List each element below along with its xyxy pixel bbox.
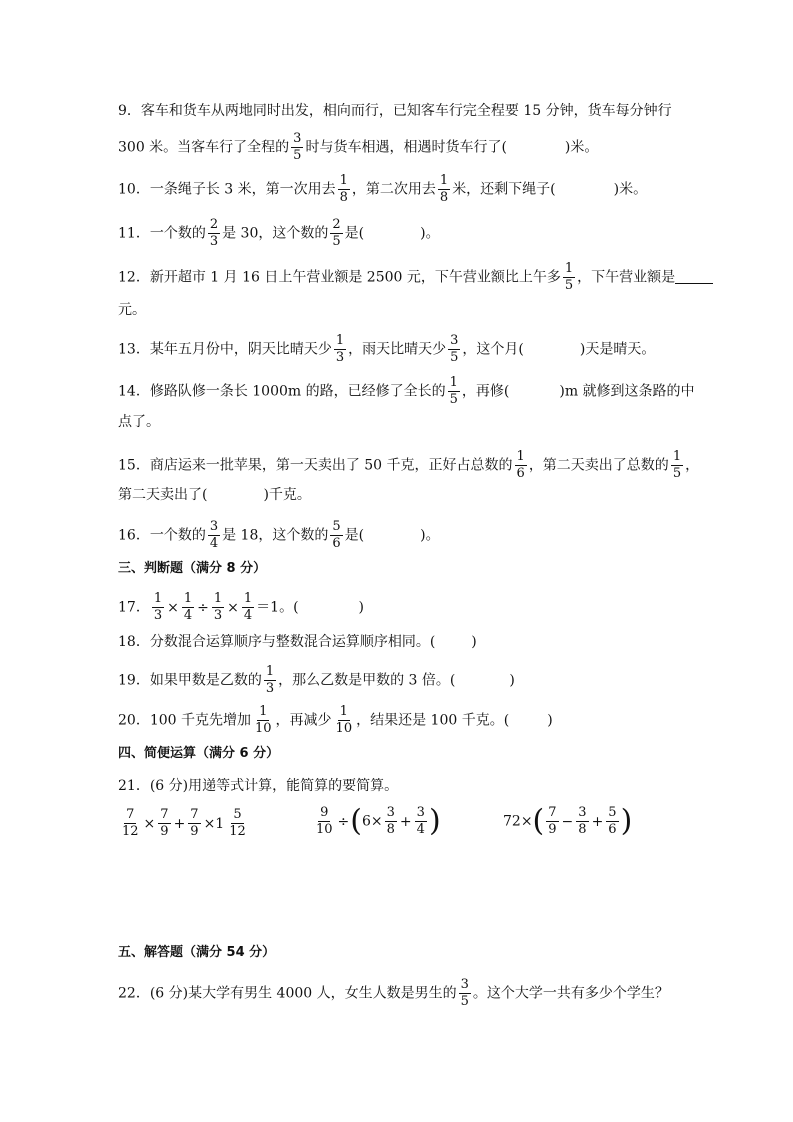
q20: 20．100 千克先增加 $\frac{1}{10}$ ，再减少 $\frac{1}{10}$ ，结果还是 100 千克。( ) xyxy=(118,704,553,736)
fraction: $\frac{5}{6}$ xyxy=(332,519,341,551)
q21-expression-1: $\frac{7}{12}$ × $\frac{7}{9}$ + $\frac{7}{9}$ ×1 $\frac{5}{12}$ xyxy=(122,807,246,839)
fraction: $\frac{1}{3}$ xyxy=(265,664,275,696)
q15-line2: 第二天卖出了( )千克。 xyxy=(118,487,311,503)
fraction: $\frac{3}{4}$ xyxy=(209,519,219,551)
q12-line2: 元。 xyxy=(118,302,146,318)
q18: 18．分数混合运算顺序与整数混合运算顺序相同。( ) xyxy=(118,634,477,650)
fraction: $\frac{3}{5}$ xyxy=(450,333,459,365)
q21-expression-2: $\frac{9}{10}$ ÷(6× $\frac{3}{8}$ + $\frac{3}{4}$ ) xyxy=(316,803,441,839)
q17: 17． $\frac{1}{3}$ × $\frac{1}{4}$ ÷ $\frac{1}{3}$ × $\frac{1}{4}$ ＝1。( ) xyxy=(118,591,364,623)
answer-blank[interactable] xyxy=(675,269,713,284)
q22: 22．(6 分)某大学有男生 4000 人，女生人数是男生的 $\frac{3}{5}$ 。这个大学一共有多少个学生？ xyxy=(118,977,669,1009)
fraction: $\frac{3}{5}$ xyxy=(293,131,302,163)
fraction: $\frac{3}{5}$ xyxy=(460,977,469,1009)
fraction: $\frac{1}{5}$ xyxy=(672,449,682,481)
q12-line1: 12．新开超市 1 月 16 日上午营业额是 2500 元，下午营业额比上午多 $\frac{1}{5}$ ，下午营业额是 xyxy=(118,262,713,293)
fraction: $\frac{1}{4}$ xyxy=(243,591,253,623)
q21-expression-3: 72×( $\frac{7}{9}$ − $\frac{3}{8}$ + $\frac{5}{6}$ ) xyxy=(503,803,633,839)
fraction: $\frac{1}{4}$ xyxy=(183,591,193,623)
fraction: $\frac{1}{6}$ xyxy=(516,449,525,481)
section-heading-3: 三、判断题（满分 8 分） xyxy=(118,561,267,576)
fraction: $\frac{1}{3}$ xyxy=(213,591,223,623)
fraction: $\frac{1}{5}$ xyxy=(564,261,574,293)
q16: 16．一个数的 $\frac{3}{4}$ 是 18，这个数的 $\frac{5}{6}$ 是( )。 xyxy=(118,519,440,551)
fraction: $\frac{1}{10}$ xyxy=(255,704,272,736)
fraction: $\frac{1}{10}$ xyxy=(335,704,353,736)
q9-line1: 9．客车和货车从两地同时出发，相向而行，已知客车行完全程要 15 分钟，货车每分钟行 xyxy=(118,103,672,119)
q19: 19．如果甲数是乙数的 $\frac{1}{3}$ ，那么乙数是甲数的 3 倍。( ) xyxy=(118,664,515,696)
q21-instructions: 21．(6 分)用递等式计算，能简算的要简算。 xyxy=(118,778,399,794)
fraction: $\frac{2}{5}$ xyxy=(332,217,341,249)
section-heading-4: 四、简便运算（满分 6 分） xyxy=(118,746,280,761)
fraction: $\frac{2}{3}$ xyxy=(209,217,219,249)
fraction: $\frac{1}{8}$ xyxy=(439,173,449,205)
q11: 11．一个数的 $\frac{2}{3}$ 是 30，这个数的 $\frac{2}{5}$ 是( )。 xyxy=(118,217,440,249)
q14-line2: 点了。 xyxy=(118,414,160,430)
section-heading-5: 五、解答题（满分 54 分） xyxy=(118,945,276,960)
fraction: $\frac{1}{5}$ xyxy=(449,375,458,407)
q13: 13．某年五月份中，阴天比晴天少 $\frac{1}{3}$ ，雨天比晴天少 $\frac{3}{5}$ ，这个月( )天是晴天。 xyxy=(118,333,656,365)
q15-line1: 15．商店运来一批苹果，第一天卖出了 50 千克，正好占总数的 $\frac{1}{6}$ ，第二天卖出了总数的 $\frac{1}{5}$ ， xyxy=(118,449,700,481)
fraction: $\frac{1}{8}$ xyxy=(339,173,348,205)
fraction: $\frac{1}{3}$ xyxy=(153,591,163,623)
fraction: $\frac{1}{3}$ xyxy=(335,333,345,365)
q14-line1: 14．修路队修一条长 1000m 的路，已经修了全长的 $\frac{1}{5}$ ，再修( )m 就修到这条路的中 xyxy=(118,375,695,407)
q10: 10．一条绳子长 3 米，第一次用去 $\frac{1}{8}$ ，第二次用去 $\frac{1}{8}$ 米，还剩下绳子( )米。 xyxy=(118,173,648,205)
q9-line2: 300 米。当客车行了全程的 $\frac{3}{5}$ 时与货车相遇，相遇时货车行了( )米。 xyxy=(118,131,599,163)
